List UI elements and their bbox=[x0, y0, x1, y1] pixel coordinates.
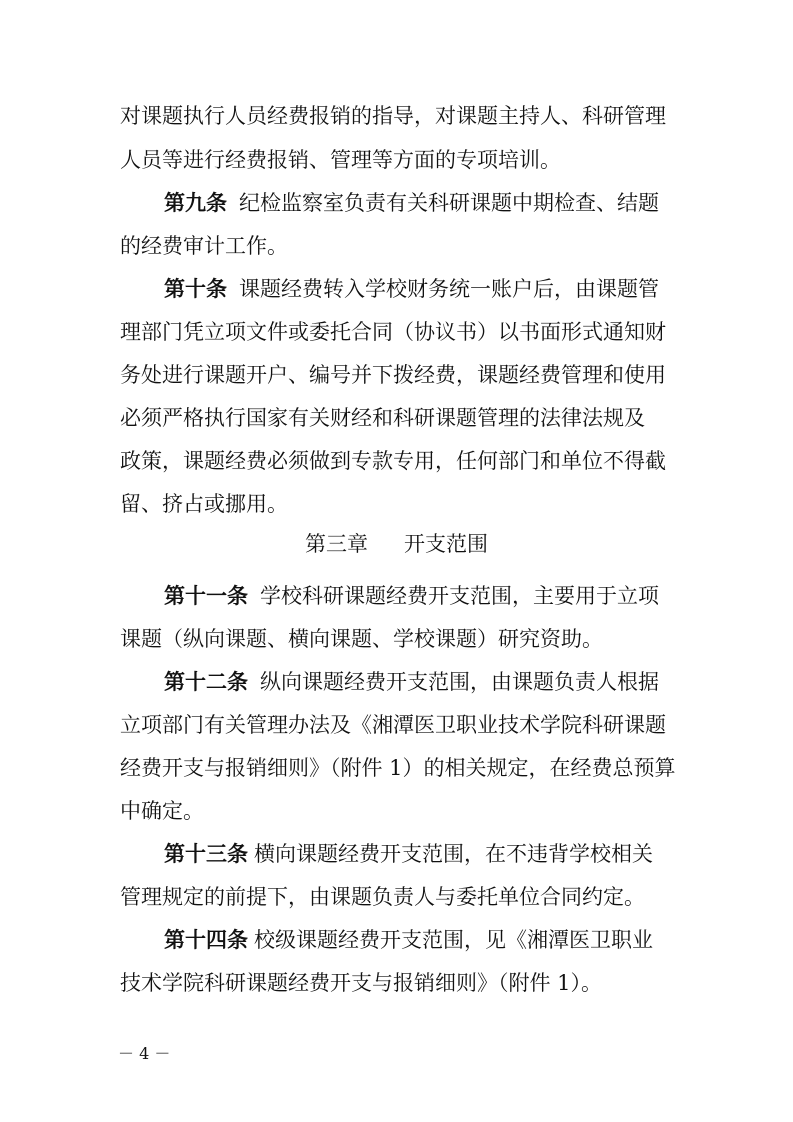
line-text: 留、挤占或挪用。 bbox=[120, 492, 288, 516]
chapter-title: 开支范围 bbox=[404, 532, 488, 556]
chapter-number: 第三章 bbox=[305, 532, 368, 556]
line-text: 课题（纵向课题、横向课题、学校课题）研究资助。 bbox=[120, 627, 603, 651]
paragraph-line bbox=[0, 880, 793, 914]
article-label: 第九条 bbox=[164, 191, 227, 215]
article-text: 横向课题经费开支范围，在不违背学校相关 bbox=[254, 842, 653, 866]
line-text: 务处进行课题开户、编号并下拨经费，课题经费管理和使用 bbox=[120, 363, 666, 387]
article-13 bbox=[0, 837, 793, 871]
paragraph-line bbox=[0, 143, 793, 177]
line-text: 管理规定的前提下，由课题负责人与委托单位合同约定。 bbox=[120, 885, 645, 909]
article-label: 第十条 bbox=[164, 277, 227, 301]
line-text: 人员等进行经费报销、管理等方面的专项培训。 bbox=[120, 148, 561, 172]
paragraph-line bbox=[0, 966, 793, 1000]
line-text: 经费开支与报销细则》（附件 1）的相关规定，在经费总预算 bbox=[120, 756, 676, 780]
article-label: 第十二条 bbox=[164, 670, 248, 694]
line-text: 政策，课题经费必须做到专款专用，任何部门和单位不得截 bbox=[120, 449, 666, 473]
paragraph-line bbox=[0, 401, 793, 435]
paragraph-line bbox=[0, 358, 793, 392]
article-text: 学校科研课题经费开支范围，主要用于立项 bbox=[260, 584, 659, 608]
line-text: 立项部门有关管理办法及《湘潭医卫职业技术学院科研课题 bbox=[120, 713, 666, 737]
line-text: 技术学院科研课题经费开支与报销细则》（附件 1）。 bbox=[120, 971, 603, 995]
page-number: － 4 － bbox=[118, 1044, 171, 1063]
article-11 bbox=[0, 579, 793, 613]
paragraph-line bbox=[0, 751, 793, 785]
line-text: 必须严格执行国家有关财经和科研课题管理的法律法规及 bbox=[120, 406, 645, 430]
paragraph-line bbox=[0, 229, 793, 263]
article-text: 纪检监察室负责有关科研课题中期检查、结题 bbox=[239, 191, 659, 215]
line-text: 的经费审计工作。 bbox=[120, 234, 288, 258]
paragraph-line bbox=[0, 622, 793, 656]
paragraph-line bbox=[0, 708, 793, 742]
paragraph-line bbox=[0, 794, 793, 828]
line-text: 中确定。 bbox=[120, 799, 204, 823]
article-12 bbox=[0, 665, 793, 699]
paragraph-line bbox=[0, 487, 793, 521]
article-label: 第十四条 bbox=[164, 928, 248, 952]
chapter-heading bbox=[0, 527, 793, 561]
article-9 bbox=[0, 186, 793, 220]
paragraph-line bbox=[0, 315, 793, 349]
article-text: 纵向课题经费开支范围，由课题负责人根据 bbox=[260, 670, 659, 694]
line-text: 理部门凭立项文件或委托合同（协议书）以书面形式通知财 bbox=[120, 320, 666, 344]
article-text: 课题经费转入学校财务统一账户后，由课题管 bbox=[239, 277, 659, 301]
paragraph-line bbox=[0, 444, 793, 478]
line-text: 对课题执行人员经费报销的指导，对课题主持人、科研管理 bbox=[120, 104, 666, 128]
article-10 bbox=[0, 272, 793, 306]
paragraph-line bbox=[0, 99, 793, 133]
article-label: 第十一条 bbox=[164, 584, 248, 608]
article-label: 第十三条 bbox=[164, 842, 248, 866]
article-14 bbox=[0, 923, 793, 957]
article-text: 校级课题经费开支范围，见《湘潭医卫职业 bbox=[254, 928, 653, 952]
